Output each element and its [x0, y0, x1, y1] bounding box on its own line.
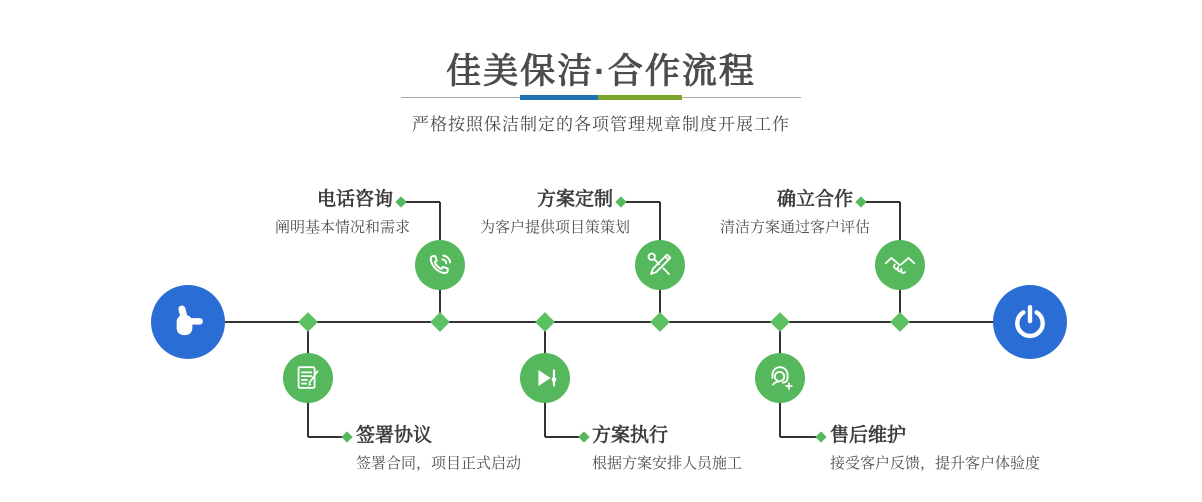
sign-contract-icon: [292, 362, 324, 394]
step-5-title: 方案执行: [592, 425, 669, 446]
step-6-desc: 接受客户反馈，提升客户体验度: [830, 454, 1041, 472]
step-1-title: 电话咨询: [316, 189, 393, 210]
step-6-title: 售后维护: [830, 425, 907, 446]
end-terminal: [993, 285, 1067, 359]
timeline-diamond-4: [650, 312, 670, 332]
start-terminal: [151, 285, 225, 359]
step-4-desc: 签署合同，项目正式启动: [356, 454, 522, 472]
step-3-title: 确立合作: [776, 189, 853, 210]
step-5-node: [520, 353, 570, 403]
step-4-title: 签署协议: [356, 425, 433, 446]
handshake-icon: [883, 252, 917, 278]
step-2-label: [479, 188, 630, 237]
timeline-diamond-1: [298, 312, 318, 332]
timeline-diamond-3: [535, 312, 555, 332]
headset-support-icon: [764, 362, 796, 394]
step-4-label-diamond: [341, 431, 352, 442]
page-title: 佳美保洁·合作流程: [446, 52, 756, 91]
step-1-desc: 阐明基本情况和需求: [274, 218, 410, 236]
divider-green-segment: [598, 95, 682, 100]
step-2-desc: 为客户提供项目策策划: [479, 218, 630, 236]
step-2-node: [635, 240, 685, 290]
step-3-label-diamond: [855, 196, 866, 207]
step-2-label-diamond: [615, 196, 626, 207]
page-subtitle: 严格按照保洁制定的各项管理规章制度开展工作: [412, 115, 790, 134]
step-5-desc: 根据方案安排人员施工: [592, 454, 743, 472]
step-4-label: [356, 424, 521, 473]
step-5-label-diamond: [578, 431, 589, 442]
step-2-title: 方案定制: [536, 189, 613, 210]
step-3-desc: 清洁方案通过客户评估: [719, 218, 870, 236]
timeline-diamond-2: [430, 312, 450, 332]
divider-blue-segment: [520, 95, 598, 100]
step-6-node: [755, 353, 805, 403]
title-divider-accent: [520, 95, 682, 100]
pointing-hand-icon: [167, 301, 209, 343]
design-tools-icon: [644, 249, 676, 281]
step-4-node: [283, 353, 333, 403]
step-1-label-diamond: [395, 196, 406, 207]
step-6-label: [830, 424, 1040, 473]
timeline-main-line: [225, 321, 993, 323]
step-6-label-diamond: [815, 431, 826, 442]
power-icon: [1009, 301, 1051, 343]
step-3-label: [719, 188, 870, 237]
timeline-diamond-6: [890, 312, 910, 332]
step-1-label: [274, 188, 410, 237]
step-1-node: [415, 240, 465, 290]
step-3-node: [875, 240, 925, 290]
timeline-diamond-5: [770, 312, 790, 332]
phone-icon: [424, 249, 456, 281]
step-5-label: [592, 424, 742, 473]
play-execute-icon: [529, 362, 561, 394]
